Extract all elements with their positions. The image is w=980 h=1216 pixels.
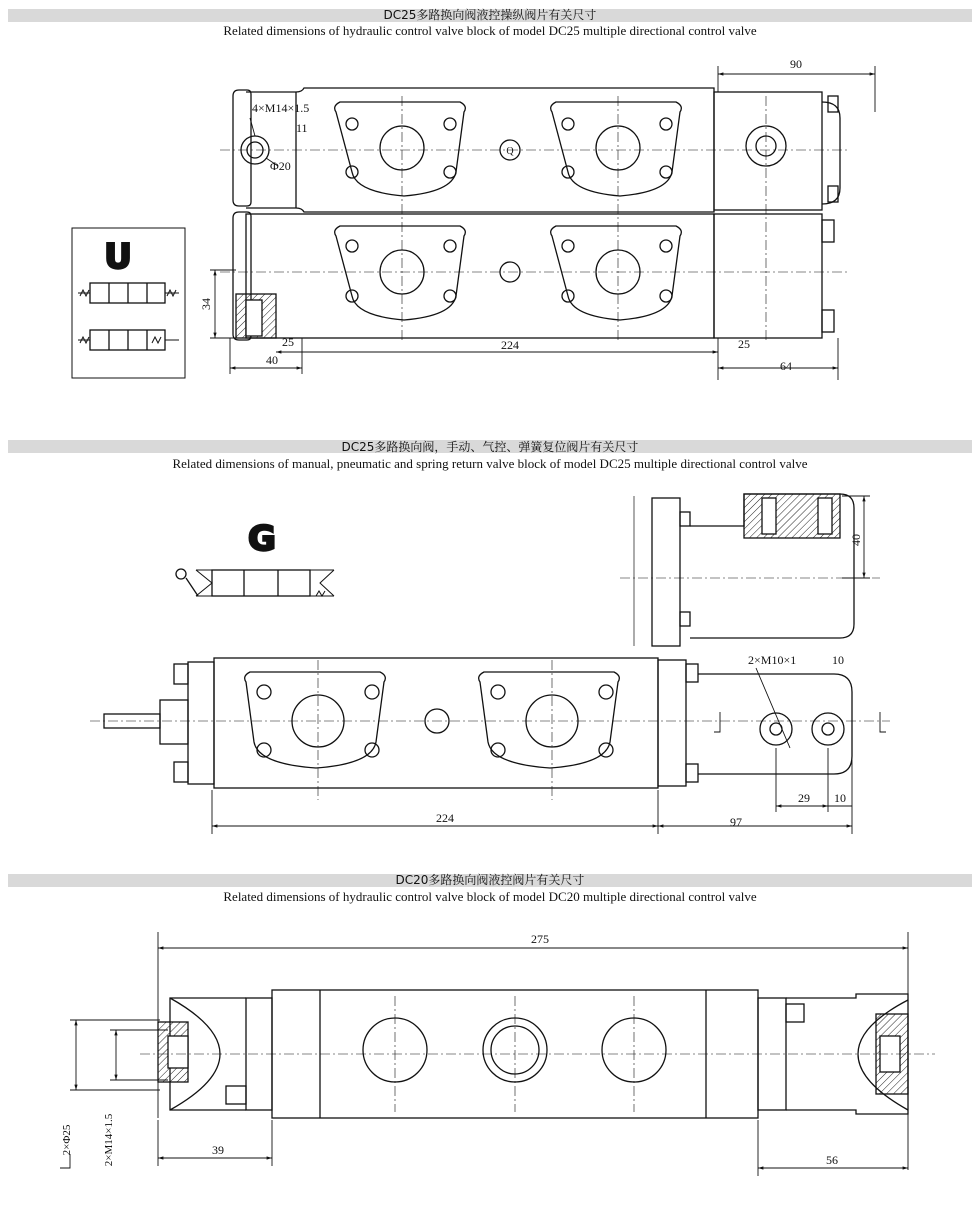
dim-total-length-3: 275 [531,932,549,946]
section-2-title-cn: DC25多路换向阀，手动、气控、弹簧复位阀片有关尺寸 [341,440,639,454]
lower-right-cap [714,214,822,338]
u-symbol-letter: U [104,237,132,277]
g-symbol-box [212,570,310,596]
dim-right-offset: 25 [738,337,750,351]
thread-label-1: 4×M14×1.5 [252,101,310,115]
section-1-title-en: Related dimensions of hydraulic control valve block of model DC25 multiple directional control valve [223,23,757,38]
g-symbol-letter: G [248,519,276,559]
diameter-label-1: Φ20 [270,159,291,173]
diameter-label-3: 2×Φ25 [61,1124,73,1156]
dim-right-length-3: 56 [826,1153,838,1167]
dim-top-width: 90 [790,57,802,71]
q-port-label: Q [506,146,514,157]
dim-height-2: 40 [849,534,863,546]
dim-left-offset: 25 [282,335,294,349]
manual-slice-body [214,658,658,788]
dim-hole-edge: 10 [834,791,846,805]
dim-hole-spacing: 29 [798,791,810,805]
thread-label-2: 2×M10×1 [748,653,797,667]
depth-label-1: 11 [296,121,308,135]
thread-depth-label-2: 10 [832,653,844,667]
section-3-title-cn: DC20多路换向阀液控阀片有关尺寸 [395,873,585,887]
upper-right-cap [714,92,822,210]
dim-main-length-1: 224 [501,338,519,352]
upper-left-cap [233,90,251,206]
upper-flange-left [335,102,466,196]
section-2-title-en: Related dimensions of manual, pneumatic and spring return valve block of model DC25 multiple directional control valve [172,456,808,471]
dc25-hydraulic-valve-drawing [72,66,875,380]
dc20-hydraulic-valve-drawing [60,932,935,1176]
dim-left-length-3: 39 [212,1143,224,1157]
upper-flange-right [551,102,682,196]
section-1-title-cn: DC25多路换向阀液控操纵阀片有关尺寸 [383,8,597,22]
dim-height-1: 34 [199,298,213,310]
section-3-title-en: Related dimensions of hydraulic control valve block of model DC20 multiple directional control valve [223,889,757,904]
dim-left-width: 40 [266,353,278,367]
dim-main-length-2: 224 [436,811,454,825]
thread-label-3: 2×M14×1.5 [103,1113,115,1167]
dim-right-width: 64 [780,359,792,373]
dim-right-length-2: 97 [730,815,742,829]
